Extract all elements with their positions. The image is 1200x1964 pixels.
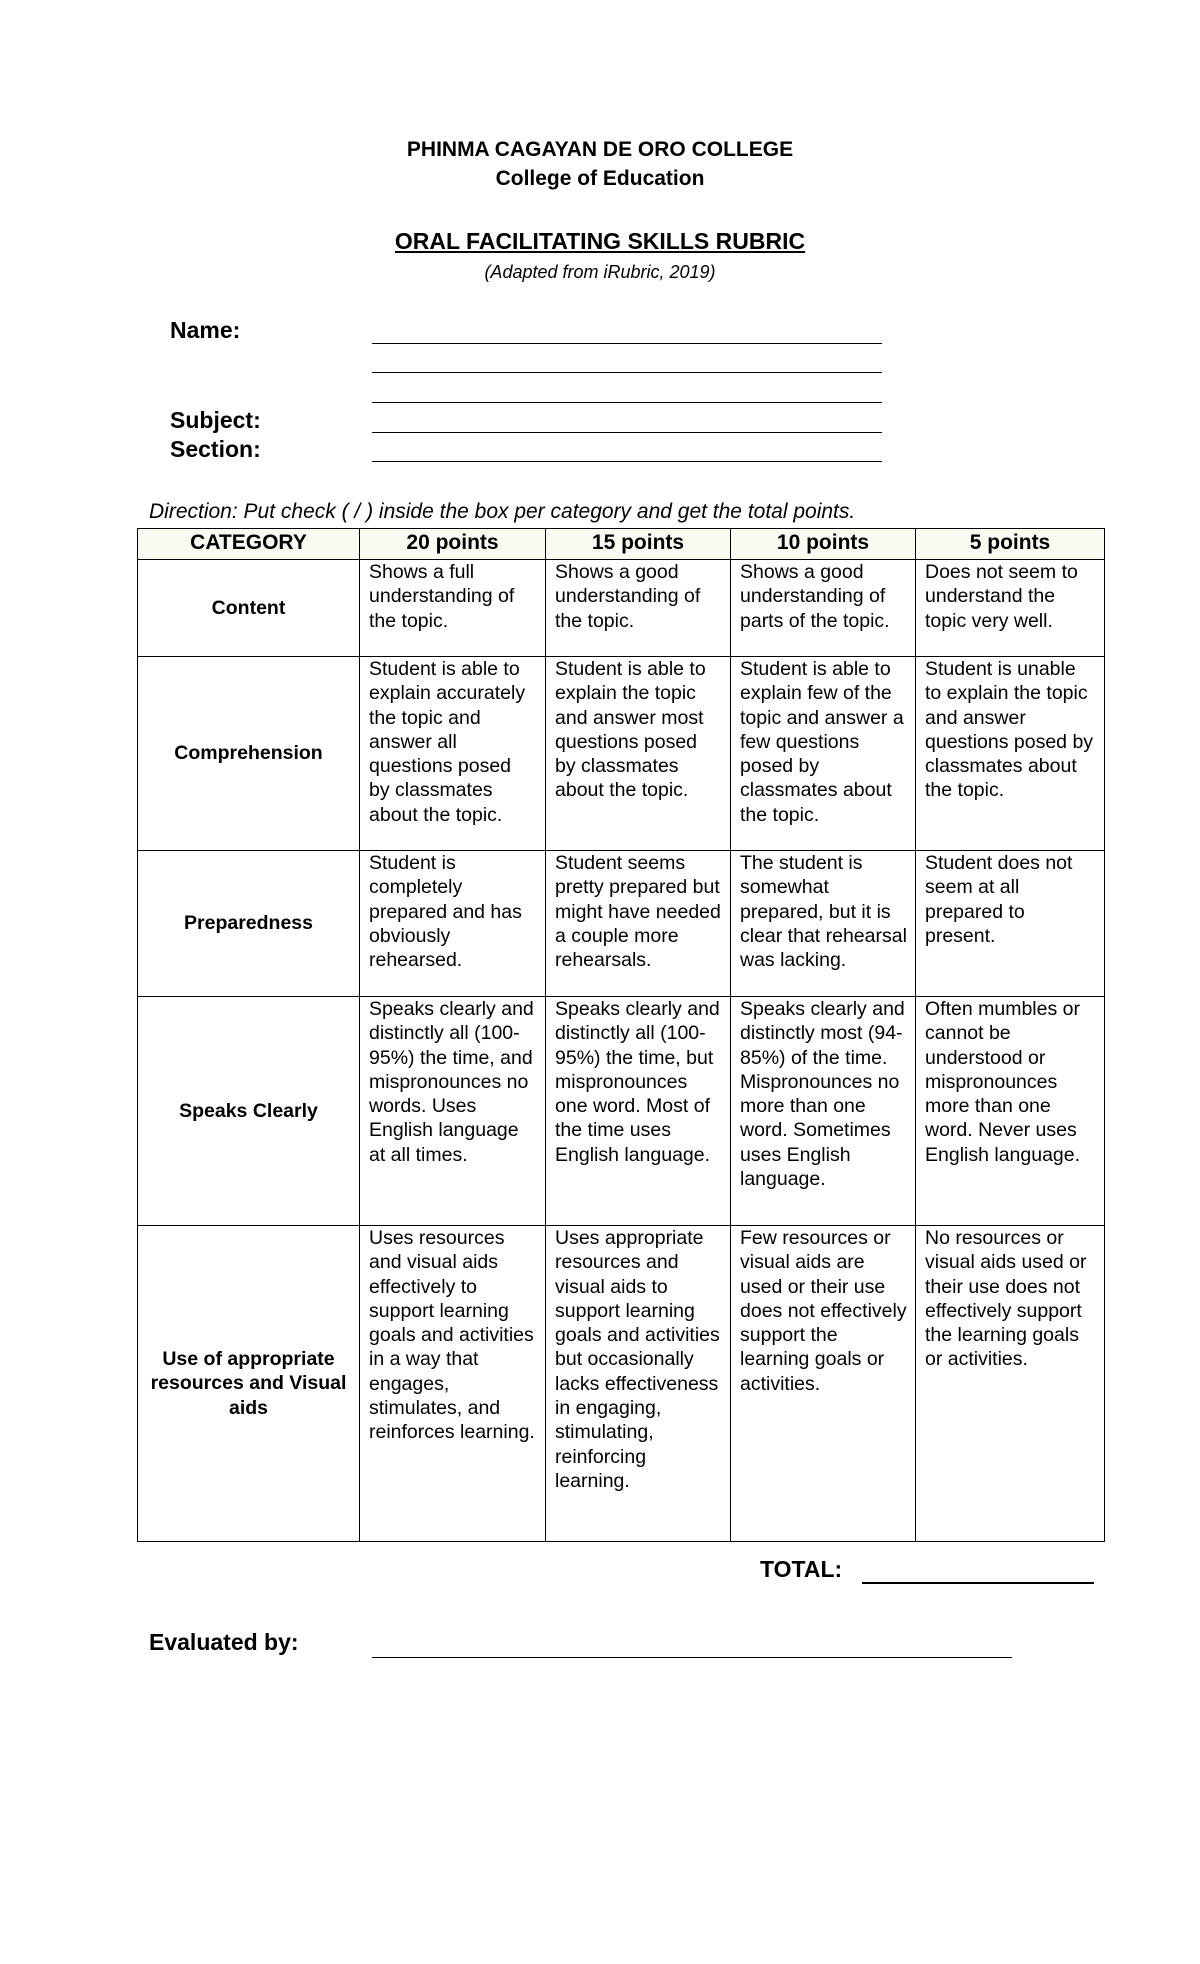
rubric-table [137,528,1105,1542]
header-category: CATEGORY [138,529,360,560]
table-row [138,657,1105,851]
criteria-cell[interactable]: The student is somewhat prepared, but it is clear that rehearsal was lacking. [731,851,916,997]
criteria-cell[interactable]: Student is able to explain few of the topic and answer a few questions posed by classmates about the topic. [731,657,916,851]
institution-name: PHINMA CAGAYAN DE ORO COLLEGE [406,138,794,161]
category-cell: Use of appropriate resources and Visual aids [138,1226,360,1542]
document-subtitle: (Adapted from iRubric, 2019) [484,262,716,282]
category-cell: Speaks Clearly [138,997,360,1226]
header-10-points: 10 points [731,529,916,560]
name-label: Name: [170,317,241,343]
category-cell: Content [138,560,360,657]
criteria-cell[interactable]: No resources or visual aids used or their use does not effectively support the learning goals or activities. [916,1226,1105,1542]
header-5-points: 5 points [916,529,1105,560]
criteria-cell[interactable]: Speaks clearly and distinctly all (100-95%) the time, and mispronounces no words. Uses English language at all times. [360,997,546,1226]
evaluated-by-label: Evaluated by: [149,1629,299,1655]
name-line-1[interactable] [372,343,882,344]
criteria-cell[interactable]: Speaks clearly and distinctly all (100-95%) the time, but mispronounces one word. Most of the time uses English language. [546,997,731,1226]
header-20-points: 20 points [360,529,546,560]
total-line[interactable] [862,1582,1094,1584]
category-cell: Comprehension [138,657,360,851]
criteria-cell[interactable]: Does not seem to understand the topic very well. [916,560,1105,657]
criteria-cell[interactable]: Shows a good understanding of the topic. [546,560,731,657]
total-label: TOTAL: [760,1556,843,1582]
section-line[interactable] [372,461,882,462]
name-line-2[interactable] [372,372,882,373]
criteria-cell[interactable]: Student is able to explain the topic and answer most questions posed by classmates about the topic. [546,657,731,851]
college-name: College of Education [495,167,705,190]
section-label: Section: [170,436,261,462]
subject-label: Subject: [170,407,261,433]
header-15-points: 15 points [546,529,731,560]
criteria-cell[interactable]: Student is unable to explain the topic and answer questions posed by classmates about the topic. [916,657,1105,851]
table-header-row [138,529,1105,560]
table-row [138,997,1105,1226]
subject-line[interactable] [372,432,882,433]
criteria-cell[interactable]: Often mumbles or cannot be understood or mispronounces more than one word. Never uses English language. [916,997,1105,1226]
table-row [138,560,1105,657]
document-title: ORAL FACILITATING SKILLS RUBRIC [394,228,806,254]
category-cell: Preparedness [138,851,360,997]
criteria-cell[interactable]: Shows a full understanding of the topic. [360,560,546,657]
criteria-cell[interactable]: Student seems pretty prepared but might have needed a couple more rehearsals. [546,851,731,997]
criteria-cell[interactable]: Speaks clearly and distinctly most (94-85%) of the time. Mispronounces no more than one word. Sometimes uses English language. [731,997,916,1226]
criteria-cell[interactable]: Student is completely prepared and has obviously rehearsed. [360,851,546,997]
direction-text: Direction: Put check ( / ) inside the box per category and get the total points. [149,500,856,523]
criteria-cell[interactable]: Uses resources and visual aids effectively to support learning goals and activities in a way that engages, stimulates, and reinforces learning. [360,1226,546,1542]
table-row [138,851,1105,997]
criteria-cell[interactable]: Student does not seem at all prepared to present. [916,851,1105,997]
criteria-cell[interactable]: Uses appropriate resources and visual aids to support learning goals and activities but occasionally lacks effectiveness in engaging, stimulating, reinforcing learning. [546,1226,731,1542]
criteria-cell[interactable]: Few resources or visual aids are used or their use does not effectively support the learning goals or activities. [731,1226,916,1542]
criteria-cell[interactable]: Shows a good understanding of parts of the topic. [731,560,916,657]
evaluated-by-line[interactable] [372,1657,1012,1658]
name-line-3[interactable] [372,402,882,403]
table-row [138,1226,1105,1542]
criteria-cell[interactable]: Student is able to explain accurately the topic and answer all questions posed by classmates about the topic. [360,657,546,851]
